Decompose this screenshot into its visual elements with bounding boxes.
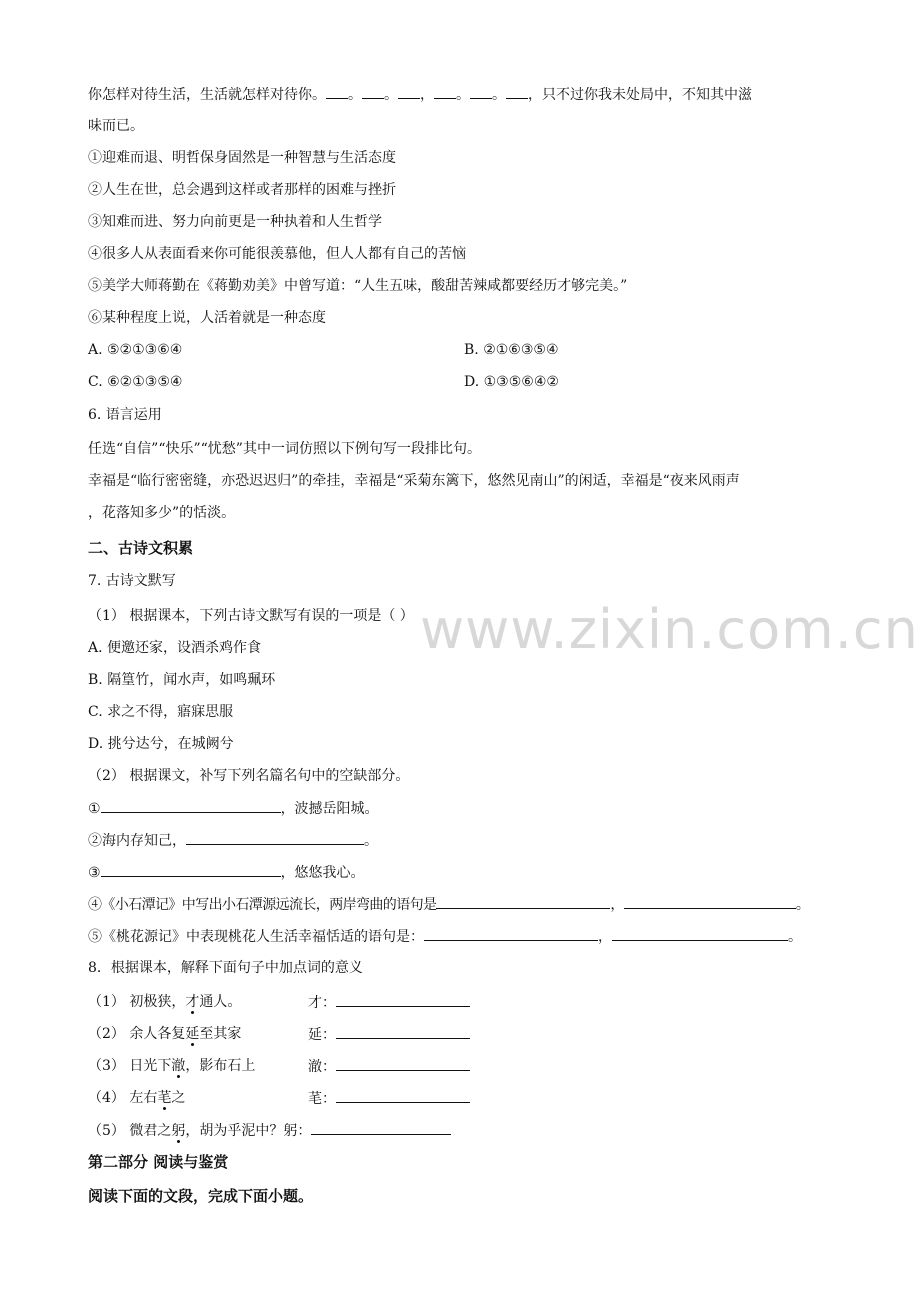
q7-fill-4-pre: ④《小石潭记》中写出小石潭源远流长，两岸弯曲的语句是 — [88, 897, 437, 913]
q8-answer-blank[interactable] — [336, 1024, 470, 1039]
q7-fill-1-blank[interactable] — [101, 798, 281, 813]
q5-stem-part2: ，只不过你我未处局中，不知其中滋 — [528, 87, 752, 103]
q8-dotted-word: 才 — [185, 994, 200, 1010]
q8-answer-label: 芼： — [308, 1091, 336, 1107]
q8-answer-blank[interactable] — [336, 1056, 470, 1071]
q8-row-5 — [88, 1120, 451, 1141]
q8-row-pre: 日光下 — [129, 1058, 172, 1074]
part2-heading: 第二部分 阅读与鉴赏 — [88, 1153, 229, 1171]
q8-row-num: （5） — [88, 1123, 125, 1139]
q5-item-2: ②人生在世，总会遇到这样或者那样的困难与挫折 — [88, 182, 396, 198]
q7-option-b[interactable]: B. 隔篁竹，闻水声，如鸣珮环 — [88, 672, 276, 688]
q5-item-3: ③知难而进、努力向前更是一种执着和人生哲学 — [88, 214, 382, 230]
q8-answer-blank[interactable] — [336, 1088, 470, 1103]
q8-answer-label: 躬： — [283, 1123, 312, 1139]
q5-blank-4[interactable] — [434, 84, 456, 99]
q5-blank-2[interactable] — [362, 84, 384, 99]
q7-fill-4-blank-1[interactable] — [436, 894, 610, 909]
q7-fill-1-pre: ① — [88, 801, 101, 817]
q7-fill-3-pre: ③ — [88, 865, 101, 881]
q7-fill-2-blank[interactable] — [186, 830, 364, 845]
q8-row-num: （1） — [88, 994, 125, 1010]
q6-title: 6. 语言运用 — [88, 407, 162, 423]
q5-blank-1[interactable] — [326, 84, 348, 99]
q7-fill-4-post: 。 — [795, 897, 810, 913]
q8-row-pre: 余人各复 — [129, 1026, 186, 1042]
q5-blank-3[interactable] — [398, 84, 420, 99]
q8-row-num: （3） — [88, 1058, 125, 1074]
q8-row-4 — [88, 1088, 185, 1108]
q7-fill-3 — [88, 862, 365, 883]
q7-fill-5-post: 。 — [788, 929, 802, 945]
q5-option-c[interactable]: C. ⑥②①③⑤④ — [88, 374, 183, 390]
q7-sub1: （1） 根据课本，下列古诗文默写有误的一项是（ ） — [88, 608, 414, 624]
q8-row-num: （2） — [88, 1026, 125, 1042]
q8-row-post: ，胡为乎泥中？ — [185, 1123, 284, 1139]
q8-answer-label: 才： — [308, 995, 336, 1011]
reading-intro: 阅读下面的文段，完成下面小题。 — [88, 1187, 314, 1205]
q8-answer-label: 澈： — [308, 1059, 336, 1075]
q5-item-6: ⑥某种程度上说，人活着就是一种态度 — [88, 310, 326, 326]
q8-dotted-word: 澈 — [171, 1058, 186, 1074]
q5-stem-line2: 味而已。 — [88, 118, 144, 134]
q8-row-pre: 初极狭， — [129, 994, 186, 1010]
q5-option-b[interactable]: B. ②①⑥③⑤④ — [464, 342, 559, 358]
q5-blank-6[interactable] — [506, 84, 528, 99]
q5-option-a[interactable]: A. ⑤②①③⑥④ — [88, 342, 183, 358]
q8-answer-3 — [308, 1056, 470, 1077]
q8-row-2 — [88, 1024, 241, 1044]
q7-fill-1-post: ，波撼岳阳城。 — [280, 801, 379, 817]
q5-item-5: ⑤美学大师蒋勤在《蒋勤劝美》中曾写道：“人生五味，酸甜苦辣咸都要经历才够完美。” — [88, 278, 628, 294]
q8-row-1 — [88, 992, 241, 1012]
q7-fill-3-blank[interactable] — [101, 862, 281, 877]
q7-fill-4-blank-2[interactable] — [624, 894, 796, 909]
q5-item-1: ①迎难而退、明哲保身固然是一种智慧与生活态度 — [88, 150, 396, 166]
q8-row-post: 至其家 — [199, 1026, 242, 1042]
q8-answer-4 — [308, 1088, 470, 1109]
q7-fill-2-post: 。 — [364, 833, 378, 849]
q7-sub2: （2） 根据课文，补写下列名篇名句中的空缺部分。 — [88, 768, 410, 784]
q7-fill-5 — [88, 926, 802, 947]
q5-option-d[interactable]: D. ①③⑤⑥④② — [464, 374, 559, 390]
q7-fill-3-post: ，悠悠我心。 — [280, 865, 365, 881]
watermark-text: www.zixin.com.cn — [420, 598, 919, 661]
q8-row-3 — [88, 1056, 255, 1076]
q7-fill-4 — [88, 894, 809, 915]
q7-fill-5-blank-2[interactable] — [612, 926, 788, 941]
q5-blank-5[interactable] — [470, 84, 492, 99]
q7-title: 7. 古诗文默写 — [88, 573, 176, 589]
q7-fill-5-pre: ⑤《桃花源记》中表现桃花人生活幸福恬适的语句是： — [88, 929, 424, 945]
q8-answer-label: 延： — [308, 1027, 336, 1043]
q8-row-post: 之 — [171, 1090, 186, 1106]
q7-fill-2 — [88, 830, 378, 851]
q8-answer-blank[interactable] — [311, 1120, 451, 1135]
q7-fill-5-mid: ， — [598, 929, 612, 945]
q7-option-c[interactable]: C. 求之不得，寤寐思服 — [88, 704, 234, 720]
q7-fill-4-mid: ， — [610, 897, 624, 913]
q8-row-post: ，影布石上 — [185, 1058, 256, 1074]
q8-row-pre: 左右 — [129, 1090, 158, 1106]
q7-option-a[interactable]: A. 便邀还家，设酒杀鸡作食 — [88, 640, 262, 656]
q8-row-pre: 微君之 — [129, 1123, 172, 1139]
q6-line2: 幸福是“临行密密缝，亦恐迟迟归”的牵挂，幸福是“采菊东篱下，悠然见南山”的闲适，幸福是“夜来风雨声 — [88, 473, 740, 489]
q8-answer-2 — [308, 1024, 470, 1045]
q8-answer-blank[interactable] — [336, 992, 470, 1007]
q7-fill-5-blank-1[interactable] — [424, 926, 598, 941]
q7-option-d[interactable]: D. 挑兮达兮，在城阙兮 — [88, 736, 234, 752]
q5-item-4: ④很多人从表面看来你可能很羡慕他，但人人都有自己的苦恼 — [88, 246, 466, 262]
q8-title: 8．根据课本，解释下面句子中加点词的意义 — [88, 960, 363, 976]
q8-row-num: （4） — [88, 1090, 125, 1106]
q8-dotted-word: 躬 — [171, 1123, 186, 1139]
q5-stem-part1: 你怎样对待生活，生活就怎样对待你。 — [88, 87, 326, 103]
q8-answer-1 — [308, 992, 470, 1013]
q6-line1: 任选“自信”“快乐”“忧愁”其中一词仿照以下例句写一段排比句。 — [88, 441, 481, 457]
q8-dotted-word: 延 — [185, 1026, 200, 1042]
q6-line3: ，花落知多少”的恬淡。 — [88, 505, 236, 521]
q7-fill-2-pre: ②海内存知己， — [88, 833, 186, 849]
q7-fill-1 — [88, 798, 379, 819]
q8-row-post: 通人。 — [199, 994, 242, 1010]
section-heading: 二、古诗文积累 — [88, 539, 194, 557]
q8-dotted-word: 芼 — [157, 1090, 172, 1106]
q5-stem: 你怎样对待生活，生活就怎样对待你。 。 。 ， 。 。 ，只不过你我未处局中，不知其中滋 — [88, 84, 752, 105]
